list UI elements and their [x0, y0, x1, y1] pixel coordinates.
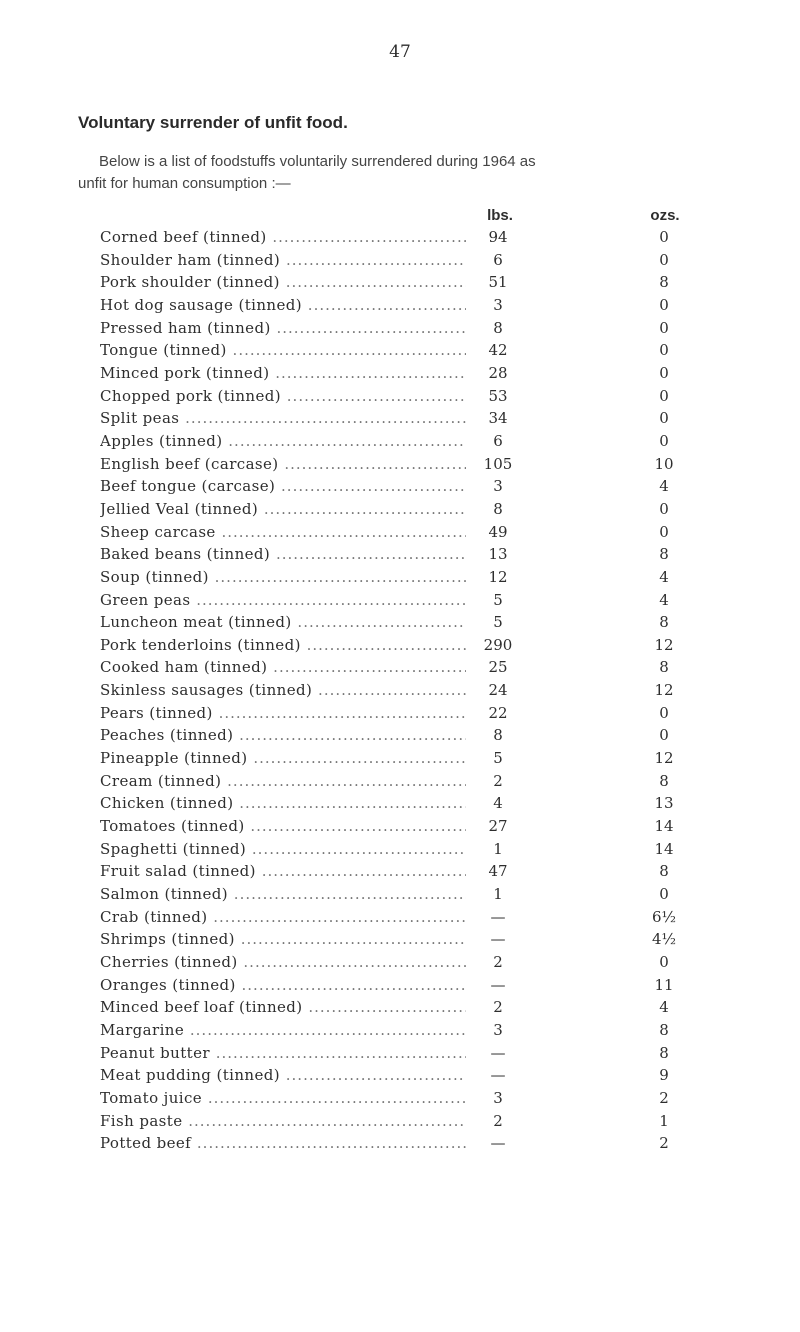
list-item [100, 611, 720, 634]
item-name: Shoulder ham (tinned) ..... [100, 249, 492, 272]
item-lbs: 6 [466, 430, 530, 453]
list-item [100, 883, 720, 906]
column-header-lbs: lbs. [487, 207, 513, 224]
list-item [100, 362, 720, 385]
item-lbs: — [466, 1064, 530, 1087]
item-ozs: 8 [659, 1043, 669, 1062]
item-name: Pork tenderloins (tinned) ..... [100, 634, 492, 657]
item-name: Luncheon meat (tinned) ..... [100, 611, 492, 634]
item-name: Jellied Veal (tinned) ..... [100, 498, 492, 521]
item-ozs: 0 [659, 431, 669, 450]
item-name: Cooked ham (tinned) ..... [100, 656, 492, 679]
list-item [100, 792, 720, 815]
item-lbs: 105 [466, 453, 530, 476]
item-ozs: 0 [659, 953, 669, 971]
list-item [100, 1064, 720, 1087]
column-header-ozs: ozs. [650, 207, 680, 224]
list-item [100, 407, 720, 430]
item-lbs: 2 [466, 996, 530, 1019]
item-ozs: 0 [659, 363, 669, 382]
list-item [100, 974, 720, 997]
item-ozs: 0 [659, 295, 669, 314]
item-name: Tongue (tinned) ..... [100, 339, 492, 362]
list-item [100, 385, 720, 408]
list-item [100, 656, 720, 679]
item-lbs: 42 [466, 339, 530, 362]
item-ozs: 8 [659, 273, 669, 292]
item-name: Shrimps (tinned) ..... [100, 928, 492, 951]
item-lbs: 5 [466, 747, 530, 770]
item-ozs: 4½ [651, 930, 677, 949]
item-ozs: 4 [659, 590, 669, 609]
item-ozs: 0 [659, 386, 669, 405]
list-item [100, 521, 720, 544]
item-lbs: 3 [466, 1019, 530, 1042]
item-ozs: 9 [659, 1066, 669, 1085]
list-item [100, 906, 720, 929]
item-ozs: 12 [654, 635, 674, 654]
item-ozs: 8 [659, 771, 669, 790]
item-lbs: 25 [466, 656, 530, 679]
item-ozs: 14 [654, 839, 674, 858]
intro-line-1: Below is a list of foodstuffs voluntarily surrendered during 1964 as [99, 153, 536, 170]
item-ozs: 10 [654, 454, 674, 473]
item-lbs: — [466, 1132, 530, 1155]
list-item [100, 430, 720, 453]
item-lbs: 49 [466, 521, 530, 544]
item-ozs: 0 [659, 409, 669, 428]
item-name: Green peas ..... [100, 589, 492, 612]
item-ozs: 8 [659, 862, 669, 881]
item-lbs: 53 [466, 385, 530, 408]
list-item [100, 1042, 720, 1065]
item-lbs: 2 [466, 951, 530, 974]
list-item [100, 294, 720, 317]
item-lbs: 51 [466, 271, 530, 294]
item-name: Soup (tinned) ..... [100, 566, 492, 589]
item-ozs: 0 [659, 703, 669, 722]
list-item [100, 996, 720, 1019]
item-name: Minced beef loaf (tinned) ..... [100, 996, 492, 1019]
list-item [100, 271, 720, 294]
item-lbs: 22 [466, 702, 530, 725]
list-item [100, 566, 720, 589]
list-item [100, 249, 720, 272]
item-ozs: 11 [654, 975, 674, 994]
item-ozs: 0 [659, 228, 669, 246]
item-name: Spaghetti (tinned) ..... [100, 838, 492, 861]
item-ozs: 8 [659, 658, 669, 677]
item-name: Apples (tinned) ..... [100, 430, 492, 453]
item-name: Split peas ..... [100, 407, 492, 430]
item-ozs: 2 [659, 1134, 669, 1153]
item-name: Crab (tinned) ..... [100, 906, 492, 929]
list-item [100, 815, 720, 838]
item-lbs: 24 [466, 679, 530, 702]
item-name: Tomato juice ..... [100, 1087, 492, 1110]
intro-line-2: unfit for human consumption :— [78, 175, 291, 192]
item-ozs: 4 [659, 998, 669, 1017]
item-lbs: — [466, 928, 530, 951]
item-ozs: 4 [659, 567, 669, 586]
item-name: Salmon (tinned) ..... [100, 883, 492, 906]
section-heading: Voluntary surrender of unfit food. [78, 113, 348, 132]
list-item [100, 475, 720, 498]
item-lbs: 2 [466, 770, 530, 793]
item-lbs: 94 [466, 226, 530, 249]
list-item [100, 702, 720, 725]
list-item [100, 589, 720, 612]
item-name: Pears (tinned) ..... [100, 702, 492, 725]
item-name: Corned beef (tinned) ..... [100, 226, 492, 249]
item-ozs: 0 [659, 885, 669, 904]
item-name: Fruit salad (tinned) ..... [100, 860, 492, 883]
item-lbs: 34 [466, 407, 530, 430]
item-lbs: 4 [466, 792, 530, 815]
list-item [100, 770, 720, 793]
food-list [100, 226, 720, 1155]
list-item [100, 317, 720, 340]
list-item [100, 339, 720, 362]
item-name: Minced pork (tinned) ..... [100, 362, 492, 385]
item-name: English beef (carcase) ..... [100, 453, 492, 476]
intro-paragraph [78, 151, 718, 195]
list-item [100, 951, 720, 974]
item-lbs: 13 [466, 543, 530, 566]
item-name: Meat pudding (tinned) ..... [100, 1064, 492, 1087]
item-name: Baked beans (tinned) ..... [100, 543, 492, 566]
item-ozs: 14 [654, 817, 674, 836]
item-lbs: 1 [466, 883, 530, 906]
list-item [100, 724, 720, 747]
item-name: Cream (tinned) ..... [100, 770, 492, 793]
list-item [100, 543, 720, 566]
item-lbs: 290 [466, 634, 530, 657]
item-ozs: 8 [659, 545, 669, 564]
item-lbs: — [466, 1042, 530, 1065]
list-item [100, 453, 720, 476]
item-lbs: — [466, 974, 530, 997]
item-ozs: 12 [654, 681, 674, 700]
item-name: Peanut butter ..... [100, 1042, 492, 1065]
item-name: Pork shoulder (tinned) ..... [100, 271, 492, 294]
list-item [100, 747, 720, 770]
item-lbs: 5 [466, 589, 530, 612]
item-lbs: 47 [466, 860, 530, 883]
item-name: Chicken (tinned) ..... [100, 792, 492, 815]
item-ozs: 8 [659, 613, 669, 632]
item-ozs: 1 [659, 1111, 669, 1130]
item-lbs: 3 [466, 1087, 530, 1110]
item-ozs: 0 [659, 318, 669, 337]
item-lbs: 3 [466, 475, 530, 498]
list-item [100, 1087, 720, 1110]
list-item [100, 928, 720, 951]
item-ozs: 0 [659, 341, 669, 360]
item-name: Potted beef ..... [100, 1132, 492, 1155]
list-item [100, 634, 720, 657]
item-ozs: 8 [659, 1020, 669, 1039]
item-name: Chopped pork (tinned) ..... [100, 385, 492, 408]
item-lbs: 8 [466, 724, 530, 747]
item-ozs: 4 [659, 477, 669, 496]
item-lbs: 8 [466, 317, 530, 340]
item-ozs: 0 [659, 499, 669, 518]
item-ozs: 13 [654, 794, 674, 813]
item-name: Hot dog sausage (tinned) ..... [100, 294, 492, 317]
item-lbs: 6 [466, 249, 530, 272]
item-name: Oranges (tinned) ..... [100, 974, 492, 997]
list-item [100, 679, 720, 702]
item-lbs: 3 [466, 294, 530, 317]
item-lbs: 28 [466, 362, 530, 385]
item-ozs: 12 [654, 749, 674, 768]
list-item [100, 1132, 720, 1155]
item-lbs: 27 [466, 815, 530, 838]
item-name: Peaches (tinned) ..... [100, 724, 492, 747]
list-item [100, 498, 720, 521]
list-item [100, 838, 720, 861]
item-lbs: 2 [466, 1110, 530, 1133]
list-item [100, 226, 720, 249]
item-lbs: 1 [466, 838, 530, 861]
item-lbs: 12 [466, 566, 530, 589]
item-name: Fish paste ..... [100, 1110, 492, 1133]
item-ozs: 0 [659, 522, 669, 541]
item-name: Cherries (tinned) ..... [100, 951, 492, 974]
item-ozs: 0 [659, 726, 669, 745]
list-item [100, 1110, 720, 1133]
item-lbs: 8 [466, 498, 530, 521]
list-item [100, 1019, 720, 1042]
item-name: Margarine ..... [100, 1019, 492, 1042]
item-name: Tomatoes (tinned) ..... [100, 815, 492, 838]
item-name: Pressed ham (tinned) ..... [100, 317, 492, 340]
item-name: Skinless sausages (tinned) ..... [100, 679, 492, 702]
item-lbs: — [466, 906, 530, 929]
item-name: Beef tongue (carcase) ..... [100, 475, 492, 498]
list-item [100, 860, 720, 883]
item-ozs: 6½ [651, 907, 677, 926]
item-ozs: 0 [659, 250, 669, 269]
item-name: Pineapple (tinned) ..... [100, 747, 492, 770]
item-ozs: 2 [659, 1088, 669, 1107]
item-name: Sheep carcase ..... [100, 521, 492, 544]
page-number: 47 [389, 42, 411, 62]
item-lbs: 5 [466, 611, 530, 634]
